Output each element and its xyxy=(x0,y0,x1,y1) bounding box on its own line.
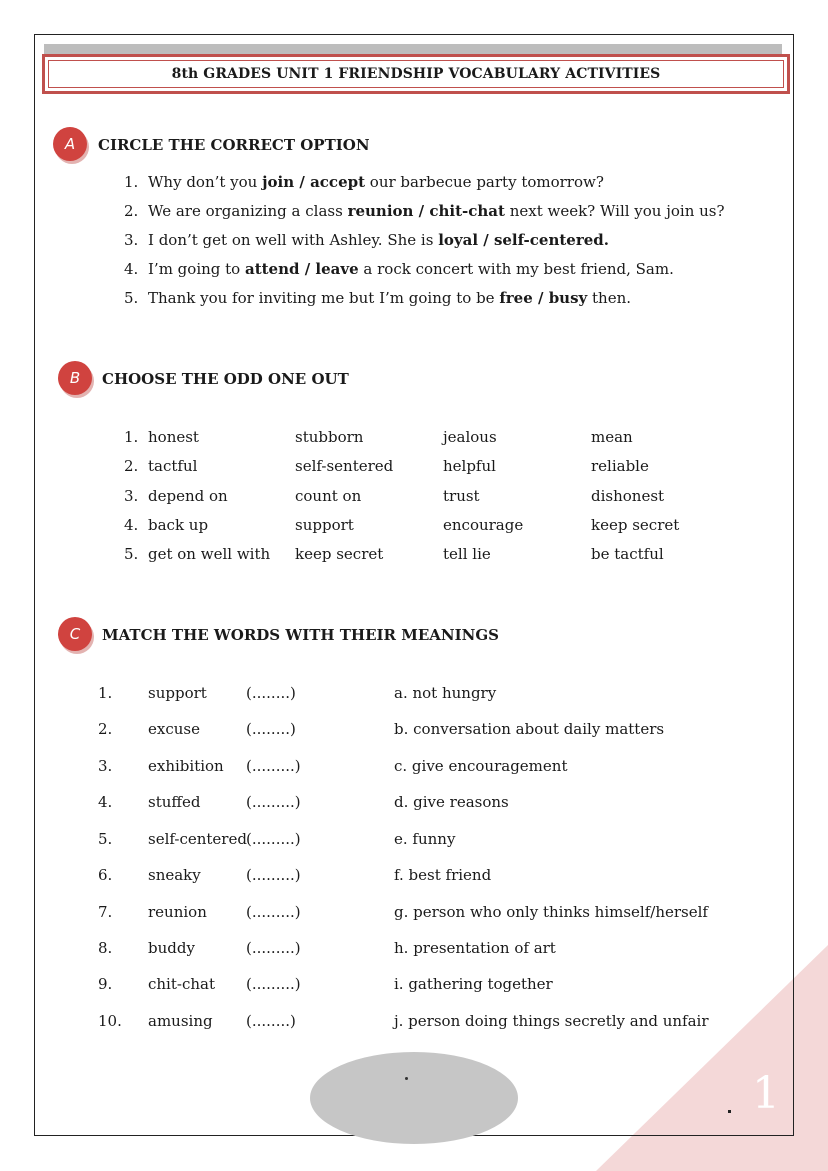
question-row xyxy=(124,260,674,278)
answer-options[interactable]: join / accept xyxy=(262,173,366,191)
question-text: then. xyxy=(587,289,632,307)
answer-blank[interactable]: (.........) xyxy=(246,866,301,884)
word-option[interactable]: reliable xyxy=(591,457,649,475)
section-b-badge: B xyxy=(58,361,92,395)
page-title: 8th GRADES UNIT 1 FRIENDSHIP VOCABULARY ACTIVITIES xyxy=(48,60,784,88)
question-row xyxy=(124,289,631,307)
match-word: excuse xyxy=(148,720,200,738)
section-b-heading: CHOOSE THE ODD ONE OUT xyxy=(102,370,349,388)
match-word: reunion xyxy=(148,903,207,921)
row-number: 4. xyxy=(124,516,139,534)
question-text: Why don’t you xyxy=(148,173,263,191)
answer-options[interactable]: reunion / chit-chat xyxy=(347,202,505,220)
section-a-heading: CIRCLE THE CORRECT OPTION xyxy=(98,136,370,154)
answer-blank[interactable]: (.........) xyxy=(246,903,301,921)
answer-blank[interactable]: (.........) xyxy=(246,793,301,811)
row-number: 5. xyxy=(124,545,139,563)
answer-options[interactable]: loyal / self-centered. xyxy=(438,231,609,249)
word-option[interactable]: tell lie xyxy=(443,545,491,563)
answer-blank[interactable]: (.........) xyxy=(246,757,301,775)
question-number: 2. xyxy=(124,202,139,220)
match-meaning: c. give encouragement xyxy=(394,757,568,775)
match-meaning: b. conversation about daily matters xyxy=(394,720,665,738)
row-number: 1. xyxy=(98,684,113,702)
word-option[interactable]: support xyxy=(295,516,354,534)
word-option[interactable]: depend on xyxy=(148,487,228,505)
row-number: 3. xyxy=(124,487,139,505)
word-option[interactable]: self-sentered xyxy=(295,457,394,475)
answer-blank[interactable]: (........) xyxy=(246,1012,296,1030)
question-number: 4. xyxy=(124,260,139,278)
footer-dot xyxy=(405,1077,408,1080)
footer-oval xyxy=(310,1052,518,1144)
match-word: self-centered xyxy=(148,830,247,848)
match-word: support xyxy=(148,684,207,702)
word-option[interactable]: keep secret xyxy=(591,516,680,534)
section-c-badge: C xyxy=(58,617,92,651)
word-option[interactable]: encourage xyxy=(443,516,524,534)
row-number: 7. xyxy=(98,903,113,921)
match-meaning: j. person doing things secretly and unfair xyxy=(394,1012,709,1030)
question-text: I don’t get on well with Ashley. She is xyxy=(148,231,439,249)
row-number: 3. xyxy=(98,757,113,775)
question-text: Thank you for inviting me but I’m going to be xyxy=(148,289,500,307)
word-option[interactable]: honest xyxy=(148,428,199,446)
row-number: 6. xyxy=(98,866,113,884)
section-a-badge: A xyxy=(53,127,87,161)
row-number: 1. xyxy=(124,428,139,446)
row-number: 4. xyxy=(98,793,113,811)
word-option[interactable]: jealous xyxy=(443,428,497,446)
row-number: 5. xyxy=(98,830,113,848)
row-number: 8. xyxy=(98,939,113,957)
match-meaning: i. gathering together xyxy=(394,975,553,993)
word-option[interactable]: stubborn xyxy=(295,428,364,446)
page-frame xyxy=(34,34,794,1136)
title-box xyxy=(42,54,790,94)
answer-blank[interactable]: (.........) xyxy=(246,830,301,848)
match-word: chit-chat xyxy=(148,975,215,993)
row-number: 10. xyxy=(98,1012,122,1030)
row-number: 9. xyxy=(98,975,113,993)
question-row xyxy=(124,202,725,220)
question-number: 3. xyxy=(124,231,139,249)
match-meaning: a. not hungry xyxy=(394,684,497,702)
match-word: sneaky xyxy=(148,866,201,884)
word-option[interactable]: count on xyxy=(295,487,362,505)
word-option[interactable]: get on well with xyxy=(148,545,271,563)
answer-blank[interactable]: (.........) xyxy=(246,975,301,993)
question-number: 5. xyxy=(124,289,139,307)
word-option[interactable]: be tactful xyxy=(591,545,664,563)
question-number: 1. xyxy=(124,173,139,191)
section-c-heading: MATCH THE WORDS WITH THEIR MEANINGS xyxy=(102,626,499,644)
match-word: amusing xyxy=(148,1012,213,1030)
word-option[interactable]: back up xyxy=(148,516,209,534)
row-number: 2. xyxy=(98,720,113,738)
match-word: buddy xyxy=(148,939,195,957)
row-number: 2. xyxy=(124,457,139,475)
page-dot xyxy=(728,1110,731,1113)
question-row xyxy=(124,231,609,249)
word-option[interactable]: mean xyxy=(591,428,633,446)
question-text: a rock concert with my best friend, Sam. xyxy=(358,260,674,278)
page-number: 1 xyxy=(752,1068,780,1119)
match-meaning: e. funny xyxy=(394,830,456,848)
question-text: We are organizing a class xyxy=(148,202,348,220)
match-meaning: d. give reasons xyxy=(394,793,509,811)
answer-blank[interactable]: (........) xyxy=(246,684,296,702)
word-option[interactable]: keep secret xyxy=(295,545,384,563)
word-option[interactable]: dishonest xyxy=(591,487,665,505)
answer-options[interactable]: free / busy xyxy=(499,289,588,307)
answer-blank[interactable]: (........) xyxy=(246,720,296,738)
match-meaning: f. best friend xyxy=(394,866,492,884)
question-text: next week? Will you join us? xyxy=(504,202,725,220)
word-option[interactable]: helpful xyxy=(443,457,496,475)
question-text: I’m going to xyxy=(148,260,245,278)
match-meaning: h. presentation of art xyxy=(394,939,556,957)
word-option[interactable]: tactful xyxy=(148,457,198,475)
question-row xyxy=(124,173,604,191)
answer-blank[interactable]: (.........) xyxy=(246,939,301,957)
question-text: our barbecue party tomorrow? xyxy=(365,173,604,191)
match-word: stuffed xyxy=(148,793,201,811)
match-word: exhibition xyxy=(148,757,224,775)
match-meaning: g. person who only thinks himself/herself xyxy=(394,903,708,921)
word-option[interactable]: trust xyxy=(443,487,480,505)
answer-options[interactable]: attend / leave xyxy=(244,260,359,278)
